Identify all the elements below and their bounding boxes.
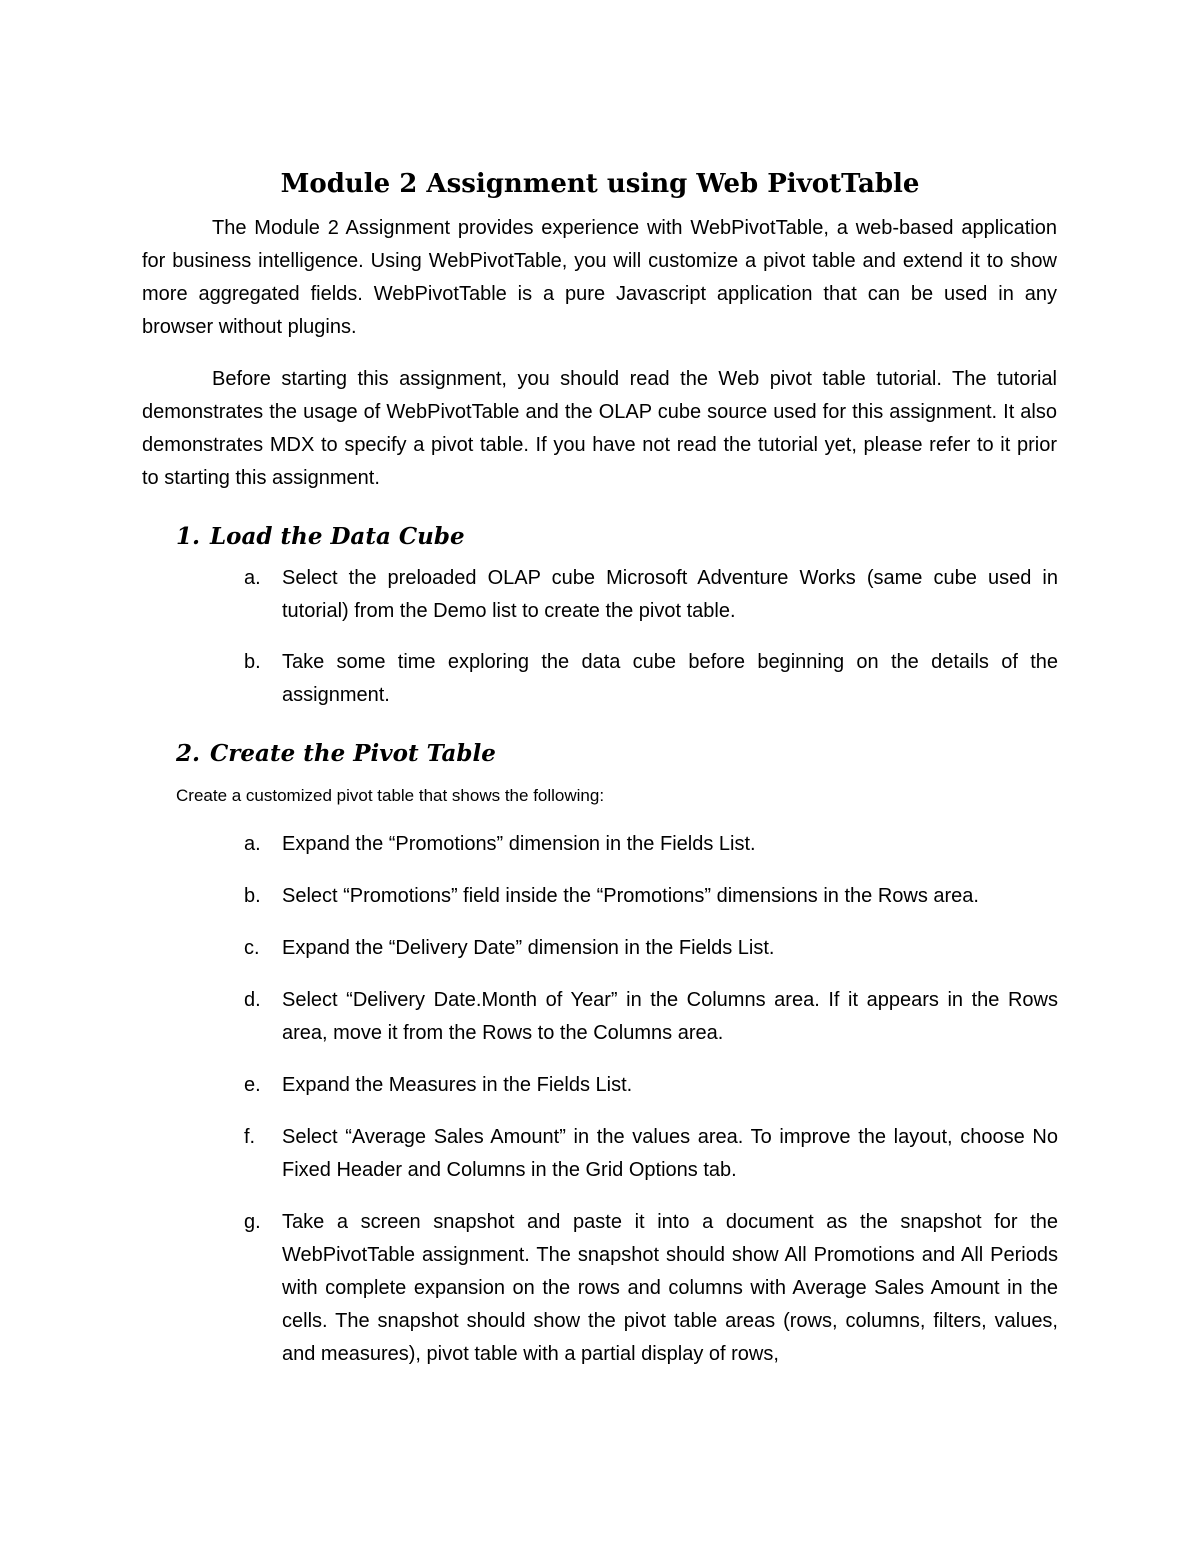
intro-paragraph-2: [142, 363, 1057, 495]
list-item-text: Take some time exploring the data cube before beginning on the details of the assignment.: [282, 651, 1058, 706]
list-marker: f.: [244, 1126, 256, 1148]
list-item: [244, 984, 1058, 1050]
list-item: [244, 828, 1058, 861]
section-number: 1.: [176, 523, 201, 550]
section-heading-create-pivot-table: [176, 738, 496, 770]
section1-steps-list: [244, 562, 1058, 712]
page-title: Module 2 Assignment using Web PivotTable: [280, 169, 920, 199]
list-marker: b.: [244, 885, 261, 907]
section2-steps-list: [244, 828, 1058, 1371]
list-item-text: Select “Average Sales Amount” in the values area. To improve the layout, choose No Fixed Header and Columns in the Grid Options tab.: [282, 1126, 1058, 1181]
list-item: [244, 646, 1058, 712]
section-heading-text: Load the Data Cube: [210, 523, 465, 550]
list-marker: a.: [244, 833, 261, 855]
list-marker: c.: [244, 937, 260, 959]
intro-paragraph-1-text: The Module 2 Assignment provides experience with WebPivotTable, a web-based application for business intelligence. Using WebPivotTable, you will customize a pivot table and extend it to show more aggregated fields. WebPivotTable is a pure Javascript application that can be used in any browser without plugins.: [142, 217, 1057, 338]
list-item: [244, 880, 1058, 913]
intro-paragraph-1: [142, 212, 1057, 344]
section-heading-load-data-cube: [176, 521, 465, 553]
list-marker: b.: [244, 651, 261, 673]
list-item-text: Take a screen snapshot and paste it into a document as the snapshot for the WebPivotTable assignment. The snapshot should show All Promotions and All Periods with complete expansion on the rows and columns with Average Sales Amount in the cells. The snapshot should show the pivot table areas (rows, columns, filters, values, and measures), pivot table with a partial display of rows,: [282, 1211, 1058, 1365]
list-item: [244, 932, 1058, 965]
list-item-text: Expand the “Promotions” dimension in the Fields List.: [282, 833, 756, 855]
list-item-text: Select the preloaded OLAP cube Microsoft Adventure Works (same cube used in tutorial) from the Demo list to create the pivot table.: [282, 567, 1058, 622]
list-marker: g.: [244, 1211, 261, 1233]
list-item-text: Select “Delivery Date.Month of Year” in the Columns area. If it appears in the Rows area, move it from the Rows to the Columns area.: [282, 989, 1058, 1044]
section-heading-text: Create the Pivot Table: [210, 740, 496, 767]
list-item: [244, 1121, 1058, 1187]
list-item-text: Select “Promotions” field inside the “Promotions” dimensions in the Rows area.: [282, 885, 979, 907]
list-item: [244, 562, 1058, 628]
list-marker: e.: [244, 1074, 261, 1096]
list-item-text: Expand the “Delivery Date” dimension in the Fields List.: [282, 937, 775, 959]
list-marker: a.: [244, 567, 261, 589]
intro-paragraph-2-text: Before starting this assignment, you should read the Web pivot table tutorial. The tutorial demonstrates the usage of WebPivotTable and the OLAP cube source used for this assignment. It also demonstrates MDX to specify a pivot table. If you have not read the tutorial yet, please refer to it prior to starting this assignment.: [142, 368, 1057, 489]
list-marker: d.: [244, 989, 261, 1011]
list-item: [244, 1206, 1058, 1371]
list-item-text: Expand the Measures in the Fields List.: [282, 1074, 633, 1096]
section-number: 2.: [176, 740, 201, 767]
list-item: [244, 1069, 1058, 1102]
section2-note: Create a customized pivot table that shows the following:: [176, 786, 605, 805]
